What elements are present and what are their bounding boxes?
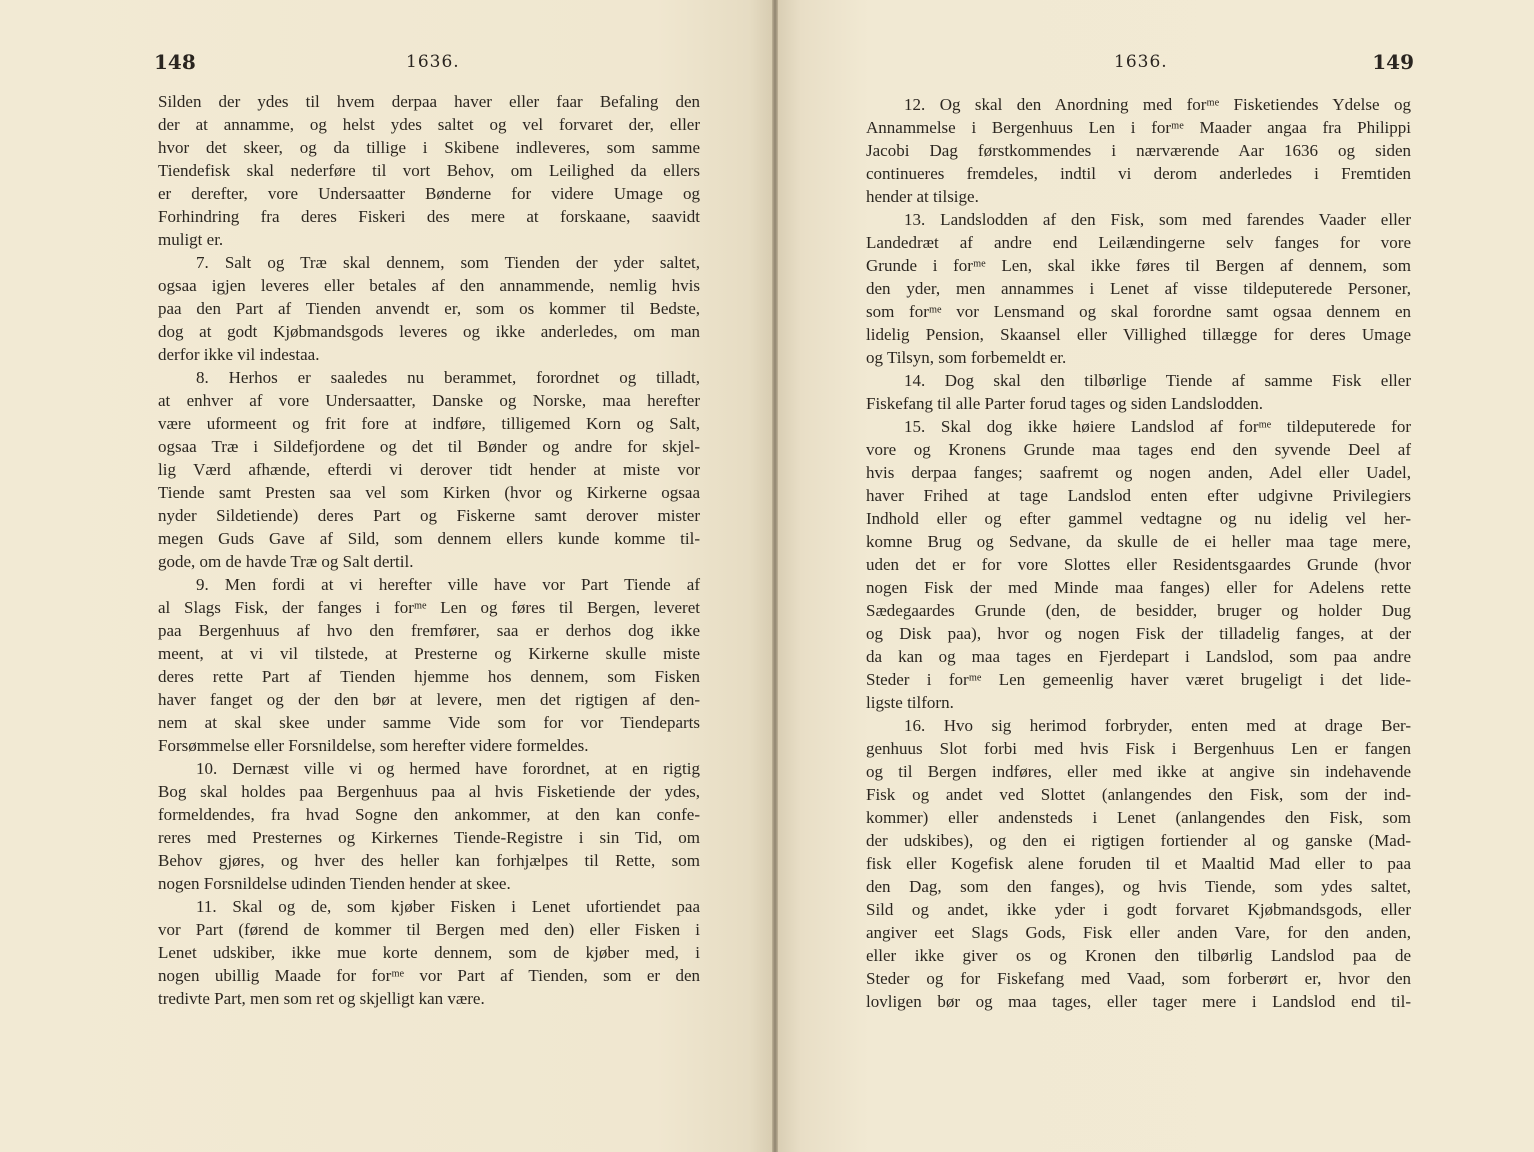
text-line: nem at skal skee under samme Vide som for vor Tiendeparts [158, 713, 700, 732]
text-line: uden det er for vore Slottes eller Residentsgaardes Grunde (hvor [866, 555, 1411, 574]
left-page-header [154, 50, 704, 78]
text-line: nogen ubillig Maade for forᵐᵉ vor Part af Tienden, som er den [158, 966, 700, 985]
text-line: 15. Skal dog ikke høiere Landslod af forᵐᵉ tildeputerede for [904, 417, 1411, 436]
text-line: Annammelse i Bergenhuus Len i forᵐᵉ Maader angaa fra Philippi [866, 118, 1411, 137]
text-line: Behov gjøres, og hver des heller kan forhjælpes til Rette, som [158, 851, 700, 870]
right-page-text [866, 93, 1411, 1013]
text-line: Silden der ydes til hvem derpaa haver eller faar Befaling den [158, 92, 700, 111]
text-line: Steder og for Fiskefang med Vaad, som forberørt er, hvor den [866, 969, 1411, 988]
text-line: muligt er. [158, 230, 224, 249]
text-line: al Slags Fisk, der fanges i forᵐᵉ Len og føres til Bergen, leveret [158, 598, 700, 617]
text-line: Grunde i forᵐᵉ Len, skal ikke føres til Bergen af dennem, som [866, 256, 1411, 275]
text-line: 11. Skal og de, som kjøber Fisken i Lenet ufortiendet paa [196, 897, 700, 916]
text-line: Fisk og andet ved Slottet (anlangendes den Fisk, som der ind- [866, 785, 1411, 804]
text-line: da kan og maa tages en Fjerdepart i Landslod, som paa andre [866, 647, 1411, 666]
text-line: Jacobi Dag førstkommendes i nærværende Aar 1636 og siden [866, 141, 1411, 160]
text-line: paa den Part af Tienden anvendt er, som os kommer til Bedste, [158, 299, 700, 318]
text-line: 12. Og skal den Anordning med forᵐᵉ Fisketiendes Ydelse og [904, 95, 1411, 114]
text-line: er derefter, vore Undersaatter Bønderne for videre Umage og [158, 184, 700, 203]
text-line: Fiskefang til alle Parter forud tages og siden Landslodden. [866, 394, 1264, 413]
text-line: meent, at vi vil tilstede, at Presterne og Kirkerne skulle miste [158, 644, 700, 663]
left-page-text [158, 90, 700, 1010]
text-line: vore og Kronens Grunde maa tages end den syvende Deel af [866, 440, 1411, 459]
text-line: lovligen bør og maa tages, eller tager mere i Landslod end til- [866, 992, 1411, 1011]
text-line: at enhver af vore Undersaatter, Danske og Norske, maa herefter [158, 391, 700, 410]
text-line: 8. Herhos er saaledes nu berammet, forordnet og tilladt, [196, 368, 700, 387]
text-line: formeldendes, fra hvad Sogne den ankommer, at den kan confe- [158, 805, 700, 824]
text-line: og Disk paa), hvor og nogen Fisk der tilladelig fanges, at der [866, 624, 1411, 643]
text-line: angiver eet Slags Gods, Fisk eller anden Vare, for den anden, [866, 923, 1411, 942]
text-line: megen Guds Gave af Sild, som dennem ellers kunde komme til- [158, 529, 700, 548]
text-line: kommer) eller andensteds i Lenet (anlangendes den Fisk, som [866, 808, 1411, 827]
text-line: Forsømmelse eller Forsnildelse, som herefter videre formeldes. [158, 736, 589, 755]
text-line: Forhindring fra deres Fiskeri des mere at forskaane, saavidt [158, 207, 700, 226]
text-line: Lenet udskiber, ikke mue korte dennem, som de kjøber med, i [158, 943, 700, 962]
text-line: nogen Forsnildelse udinden Tienden hender at skee. [158, 874, 511, 893]
text-line: continueres fremdeles, indtil vi derom anderledes i Fremtiden [866, 164, 1411, 183]
text-line: som forᵐᵉ vor Lensmand og skal forordne samt ogsaa dennem en [866, 302, 1411, 321]
text-line: og Tilsyn, som forbemeldt er. [866, 348, 1067, 367]
text-line: Sild og andet, ikke yder i godt forvaret Kjøbmandsgods, eller [866, 900, 1411, 919]
page-year: 1636. [1114, 52, 1168, 72]
text-line: Steder i forᵐᵉ Len gemeenlig haver været brugeligt i det lide- [866, 670, 1411, 689]
text-line: eller ikke giver os og Kronen den tilbørlig Landslod paa de [866, 946, 1411, 965]
text-line: tredivte Part, men som ret og skjelligt kan være. [158, 989, 485, 1008]
page-number: 148 [154, 50, 196, 74]
text-line: hvor det skeer, og da tillige i Skibene indleveres, som samme [158, 138, 700, 157]
text-line: fisk eller Kogefisk alene foruden til et Maaltid Mad eller to paa [866, 854, 1411, 873]
right-page-header [866, 50, 1414, 78]
page-number: 149 [1372, 50, 1414, 74]
text-line: hvis derpaa fanges; saafremt og nogen anden, Adel eller Uadel, [866, 463, 1411, 482]
text-line: paa Bergenhuus af hvo den fremfører, saa er derhos dog ikke [158, 621, 700, 640]
text-line: genhuus Slot forbi med hvis Fisk i Bergenhuus Len er fangen [866, 739, 1411, 758]
text-line: 9. Men fordi at vi herefter ville have vor Part Tiende af [196, 575, 700, 594]
text-line: Sædegaardes Grunde (den, de besidder, bruger og holder Dug [866, 601, 1411, 620]
text-line: derfor ikke vil indestaa. [158, 345, 320, 364]
text-line: haver fanget og der den bør at levere, men det rigtigen af den- [158, 690, 700, 709]
text-line: Bog skal holdes paa Bergenhuus paa al hvis Fisketiende der ydes, [158, 782, 700, 801]
text-line: ogsaa Træ i Sildefjordene og det til Bønder og andre for skjel- [158, 437, 700, 456]
text-line: Tiende samt Presten saa vel som Kirken (hvor og Kirkerne ogsaa [158, 483, 700, 502]
text-line: nyder Sildetiende) deres Part og Fiskerne samt derover mister [158, 506, 700, 525]
text-line: 14. Dog skal den tilbørlige Tiende af samme Fisk eller [904, 371, 1411, 390]
text-line: den yder, men annammes i Lenet af visse tildeputerede Personer, [866, 279, 1411, 298]
text-line: 16. Hvo sig herimod forbryder, enten med at drage Ber- [904, 716, 1411, 735]
text-line: hender at tilsige. [866, 187, 979, 206]
text-line: haver Frihed at tage Landslod enten efter udgivne Privilegiers [866, 486, 1411, 505]
page-year: 1636. [406, 52, 460, 72]
text-line: vor Part (førend de kommer til Bergen med den) eller Fisken i [158, 920, 700, 939]
text-line: Landedræt af andre end Leilændingerne selv fanges for vore [866, 233, 1411, 252]
text-line: deres rette Part af Tienden hjemme hos dennem, som Fisken [158, 667, 700, 686]
text-line: lidelig Pension, Skaansel eller Villighed tillægge for deres Umage [866, 325, 1411, 344]
text-line: og til Bergen indføres, eller med ikke at angive sin indehavende [866, 762, 1411, 781]
text-line: lig Værd afhænde, efterdi vi derover tidt hender at miste vor [158, 460, 700, 479]
text-line: nogen Fisk der med Minde maa fanges) eller for Adelens rette [866, 578, 1411, 597]
text-line: komne Brug og Sedvane, da skulle de ei heller maa tage mere, [866, 532, 1411, 551]
text-line: 13. Landslodden af den Fisk, som med farendes Vaader eller [904, 210, 1411, 229]
text-line: reres med Presternes og Kirkernes Tiende-Registre i sin Tid, om [158, 828, 700, 847]
text-line: ogsaa igjen leveres eller betales af den annammende, nemlig hvis [158, 276, 700, 295]
text-line: der udskibes), og den ei rigtigen fortiender al og ganske (Mad- [866, 831, 1411, 850]
right-page [778, 0, 1534, 1152]
text-line: Tiendefisk skal nederføre til vort Behov, om Leilighed da ellers [158, 161, 700, 180]
text-line: være uformeent og frit fore at indføre, tilligemed Korn og Salt, [158, 414, 700, 433]
text-line: dog at godt Kjøbmandsgods leveres og ikke anderledes, om man [158, 322, 700, 341]
text-line: ligste tilforn. [866, 693, 954, 712]
text-line: den Dag, som den fanges), og hvis Tiende, som ydes saltet, [866, 877, 1411, 896]
text-line: 7. Salt og Træ skal dennem, som Tienden der yder saltet, [196, 253, 700, 272]
text-line: gode, om de havde Træ og Salt dertil. [158, 552, 414, 571]
text-line: der at annamme, og helst ydes saltet og vel forvaret der, eller [158, 115, 700, 134]
text-line: 10. Dernæst ville vi og hermed have forordnet, at en rigtig [196, 759, 700, 778]
text-line: Indhold eller og efter gammel vedtagne og nu idelig vel her- [866, 509, 1411, 528]
